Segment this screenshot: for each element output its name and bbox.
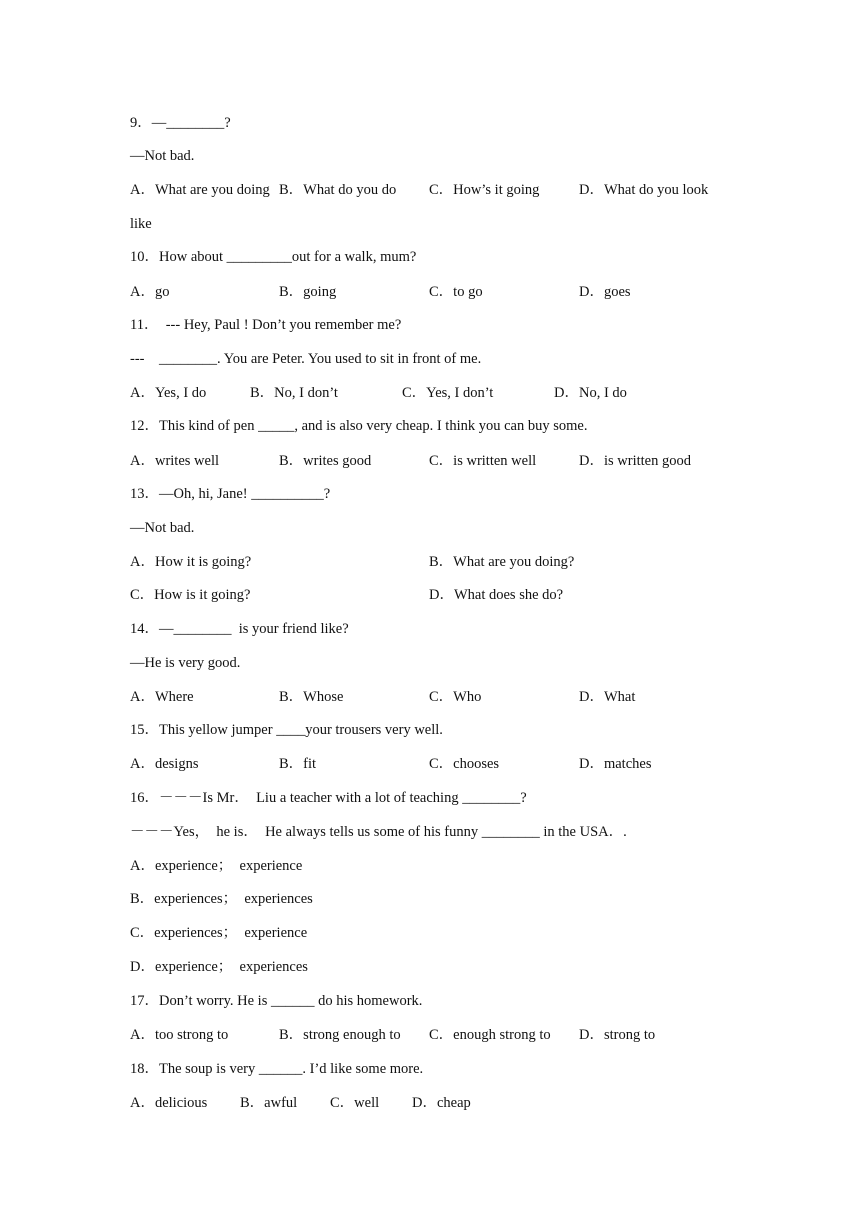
q11-stem: 11． --- Hey, Paul ! Don’t you remember me? xyxy=(130,317,402,333)
q17-option-b: B．strong enough to xyxy=(279,1027,401,1043)
q14-reply: —He is very good. xyxy=(130,655,241,671)
q12-option-b: B．writes good xyxy=(279,453,372,469)
q18-option-b: B．awful xyxy=(240,1095,298,1111)
q17-option-c: C．enough strong to xyxy=(429,1027,551,1043)
q15-option-b: B．fit xyxy=(279,756,317,772)
q16-option-b: B．experiences； experiences xyxy=(130,891,313,907)
q18-option-d: D．cheap xyxy=(412,1095,471,1111)
q11-option-c: C．Yes, I don’t xyxy=(402,385,494,401)
q15-option-a: A．designs xyxy=(130,756,199,772)
q10-option-d: D．goes xyxy=(579,284,631,300)
q13-option-a: A．How it is going? xyxy=(130,554,252,570)
q9-option-c: C．How’s it going xyxy=(429,182,540,198)
q17-option-a: A．too strong to xyxy=(130,1027,229,1043)
q14-option-b: B．Whose xyxy=(279,689,344,705)
q16-stem: 16．－－－Is Mr． Liu a teacher with a lot of teaching ________? xyxy=(130,790,527,806)
q11-option-b: B．No, I don’t xyxy=(250,385,338,401)
q9-option-b: B．What do you do xyxy=(279,182,397,198)
q15-option-c: C．chooses xyxy=(429,756,500,772)
q12-option-d: D．is written good xyxy=(579,453,691,469)
q9-option-a: A．What are you doing xyxy=(130,182,270,198)
q9-option-d-wrap: like xyxy=(130,216,152,232)
q13-reply: —Not bad. xyxy=(130,520,195,536)
q10-option-a: A．go xyxy=(130,284,170,300)
q16-option-c: C．experiences； experience xyxy=(130,925,308,941)
q16-option-d: D．experience； experiences xyxy=(130,959,308,975)
q16-reply: －－－Yes， he is． He always tells us some of his funny ________ in the USA．. xyxy=(130,824,627,840)
q9-option-d: D．What do you look xyxy=(579,182,709,198)
q14-option-c: C．Who xyxy=(429,689,482,705)
q15-stem: 15．This yellow jumper ____your trousers very well. xyxy=(130,722,443,738)
q18-option-c: C．well xyxy=(330,1095,380,1111)
q11-reply: --- ________. You are Peter. You used to sit in front of me. xyxy=(130,351,482,367)
q10-option-b: B．going xyxy=(279,284,337,300)
q16-option-a: A．experience； experience xyxy=(130,858,303,874)
q14-stem: 14．—________ is your friend like? xyxy=(130,621,349,637)
q13-option-b: B．What are you doing? xyxy=(429,554,575,570)
q14-option-a: A．Where xyxy=(130,689,194,705)
q15-option-d: D．matches xyxy=(579,756,652,772)
q13-option-d: D．What does she do? xyxy=(429,587,564,603)
q11-option-d: D．No, I do xyxy=(554,385,627,401)
q18-option-a: A．delicious xyxy=(130,1095,208,1111)
q17-option-d: D．strong to xyxy=(579,1027,656,1043)
q13-stem: 13．—Oh, hi, Jane! __________? xyxy=(130,486,331,502)
q13-option-c: C．How is it going? xyxy=(130,587,251,603)
q9-stem: 9．—________? xyxy=(130,115,231,131)
q14-option-d: D．What xyxy=(579,689,636,705)
q12-stem: 12．This kind of pen _____, and is also very cheap. I think you can buy some. xyxy=(130,418,588,434)
q10-option-c: C．to go xyxy=(429,284,483,300)
q18-stem: 18．The soup is very ______. I’d like some more. xyxy=(130,1061,424,1077)
q12-option-c: C．is written well xyxy=(429,453,537,469)
q9-reply: —Not bad. xyxy=(130,148,195,164)
q11-option-a: A．Yes, I do xyxy=(130,385,207,401)
q10-stem: 10．How about _________out for a walk, mum? xyxy=(130,249,417,265)
q12-option-a: A．writes well xyxy=(130,453,219,469)
q17-stem: 17．Don’t worry. He is ______ do his homework. xyxy=(130,993,423,1009)
